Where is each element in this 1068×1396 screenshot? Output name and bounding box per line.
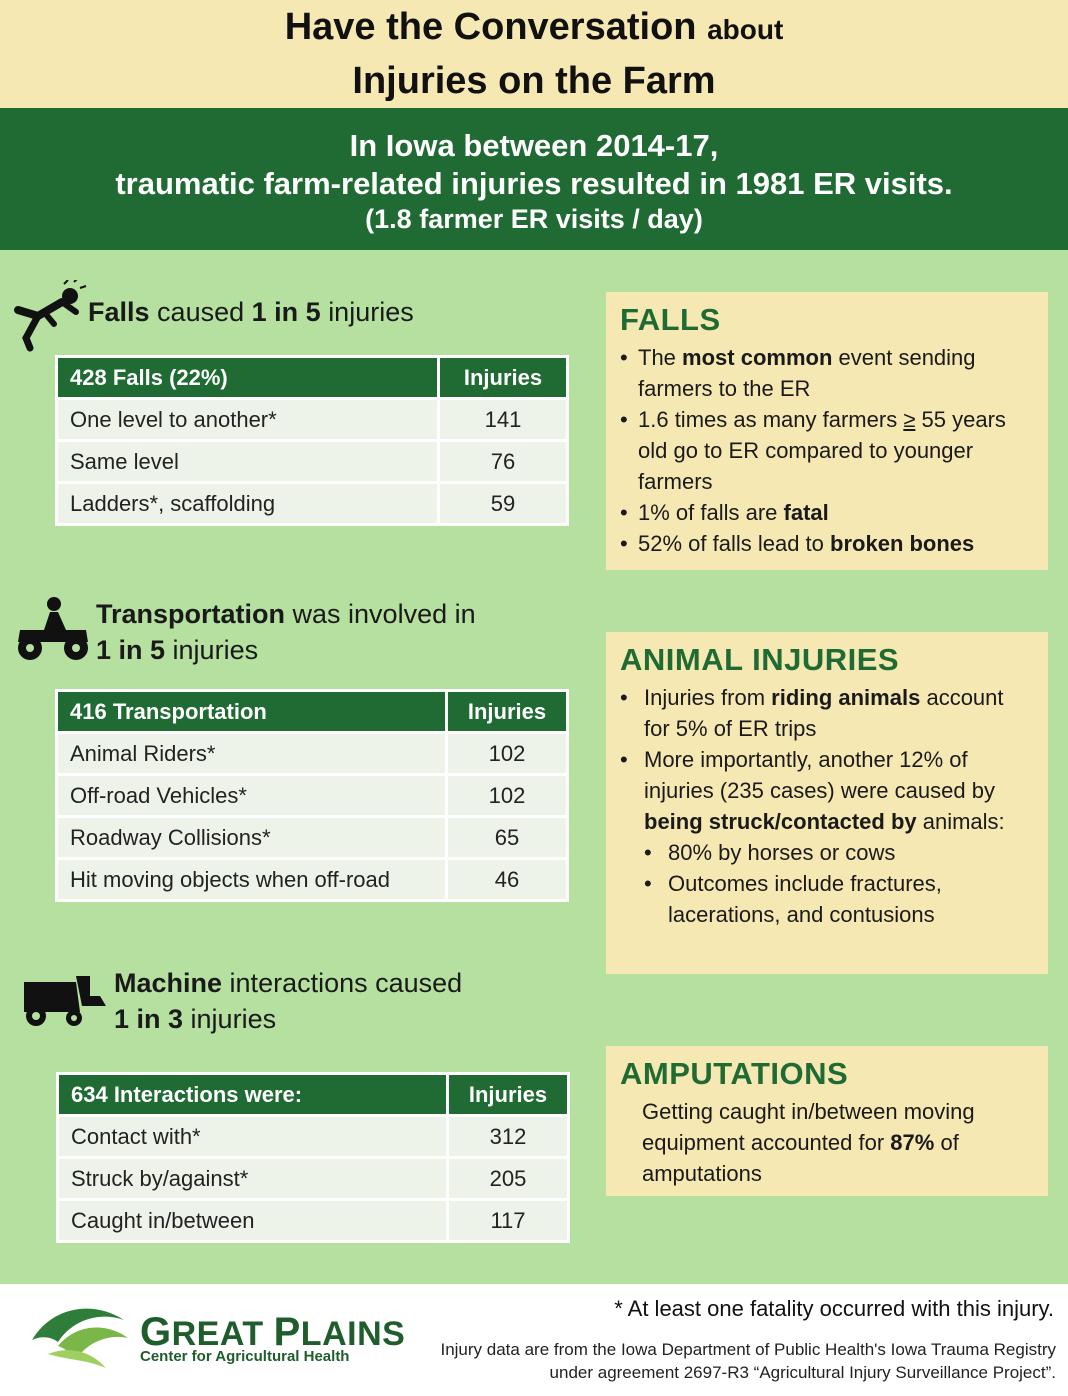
table-row [57, 399, 568, 441]
table-row [57, 775, 568, 817]
transport-heading: Transportation was involved in 1 in 5 injuries [96, 599, 476, 665]
row-value: 312 [448, 1116, 569, 1158]
row-label: Hit moving objects when off-road [57, 859, 447, 901]
amputations-info-box [606, 1046, 1048, 1196]
great-plains-logo-icon [28, 1298, 134, 1374]
row-value: 102 [447, 733, 568, 775]
falls-box-title: FALLS [620, 302, 721, 337]
transport-table [55, 689, 569, 902]
falls-table [55, 355, 569, 526]
amputations-box-title: AMPUTATIONS [620, 1056, 849, 1091]
list-item: • Outcomes include fractures, lacerations, and contusions [620, 868, 1034, 930]
table-row [58, 1158, 569, 1200]
animal-box-title: ANIMAL INJURIES [620, 642, 900, 677]
row-label: Struck by/against* [58, 1158, 448, 1200]
animal-info-box [606, 632, 1048, 974]
row-value: 141 [439, 399, 568, 441]
logo-name: GREAT PLAINS [140, 1310, 406, 1354]
fatality-footnote: * At least one fatality occurred with this injury. [614, 1296, 1054, 1321]
table-row [57, 483, 568, 525]
banner-line3: (1.8 farmer ER visits / day) [365, 204, 703, 234]
banner-line2: traumatic farm-related injuries resulted in 1981 ER visits. [115, 166, 953, 201]
data-source-note: Injury data are from the Iowa Department of Public Health's Iowa Trauma Registry under agreement 2697-R3 “Agricultural Injury Surveillance Project”. [440, 1340, 1056, 1382]
list-item: • Injuries from riding animals account for 5% of ER trips [620, 682, 1034, 744]
list-item: • 1% of falls are fatal [620, 497, 1034, 528]
falls-table-header: 428 Falls (22%) [57, 357, 439, 399]
table-row [57, 817, 568, 859]
table-row [58, 1116, 569, 1158]
table-row [57, 733, 568, 775]
table-row [57, 441, 568, 483]
row-label: Animal Riders* [57, 733, 447, 775]
row-label: Same level [57, 441, 439, 483]
title-band [0, 0, 1068, 108]
banner-line1: In Iowa between 2014-17, [349, 128, 719, 163]
falls-heading: Falls caused 1 in 5 injuries [88, 297, 414, 327]
logo-subtitle: Center for Agricultural Health [140, 1348, 350, 1365]
list-item: • 52% of falls lead to broken bones [620, 528, 1034, 559]
machine-table-header-injuries: Injuries [448, 1074, 569, 1116]
transport-table-header-injuries: Injuries [447, 691, 568, 733]
machine-table [56, 1072, 570, 1243]
row-value: 76 [439, 441, 568, 483]
combine-harvester-icon [20, 972, 108, 1030]
machine-table-header: 634 Interactions were: [58, 1074, 448, 1116]
page-title-line2: Injuries on the Farm [352, 60, 716, 102]
row-label: Contact with* [58, 1116, 448, 1158]
summary-banner [0, 108, 1068, 250]
list-item: • 1.6 times as many farmers ≥ 55 years old go to ER compared to younger farmers [620, 404, 1034, 497]
row-label: Off-road Vehicles* [57, 775, 447, 817]
row-label: Ladders*, scaffolding [57, 483, 439, 525]
table-row [58, 1200, 569, 1242]
page-title-line1: Have the Conversation about [284, 6, 784, 48]
row-value: 46 [447, 859, 568, 901]
list-item: • 80% by horses or cows [620, 837, 1034, 868]
atv-rider-icon [14, 596, 92, 662]
row-value: 117 [448, 1200, 569, 1242]
amputations-text: Getting caught in/between moving equipment accounted for 87% of amputations [642, 1099, 975, 1186]
list-item: • The most common event sending farmers to the ER [620, 342, 1034, 404]
table-row [57, 859, 568, 901]
row-value: 205 [448, 1158, 569, 1200]
falls-table-header-injuries: Injuries [439, 357, 568, 399]
list-item: • More importantly, another 12% of injuries (235 cases) were caused by being struck/contacted by animals: [620, 744, 1034, 837]
row-label: Roadway Collisions* [57, 817, 447, 859]
row-value: 65 [447, 817, 568, 859]
transport-table-header: 416 Transportation [57, 691, 447, 733]
row-value: 59 [439, 483, 568, 525]
machine-heading: Machine interactions caused 1 in 3 injuries [114, 968, 463, 1034]
falls-info-box [606, 292, 1048, 570]
row-label: One level to another* [57, 399, 439, 441]
row-value: 102 [447, 775, 568, 817]
footer [0, 1284, 1068, 1396]
row-label: Caught in/between [58, 1200, 448, 1242]
falling-person-icon [4, 280, 88, 352]
